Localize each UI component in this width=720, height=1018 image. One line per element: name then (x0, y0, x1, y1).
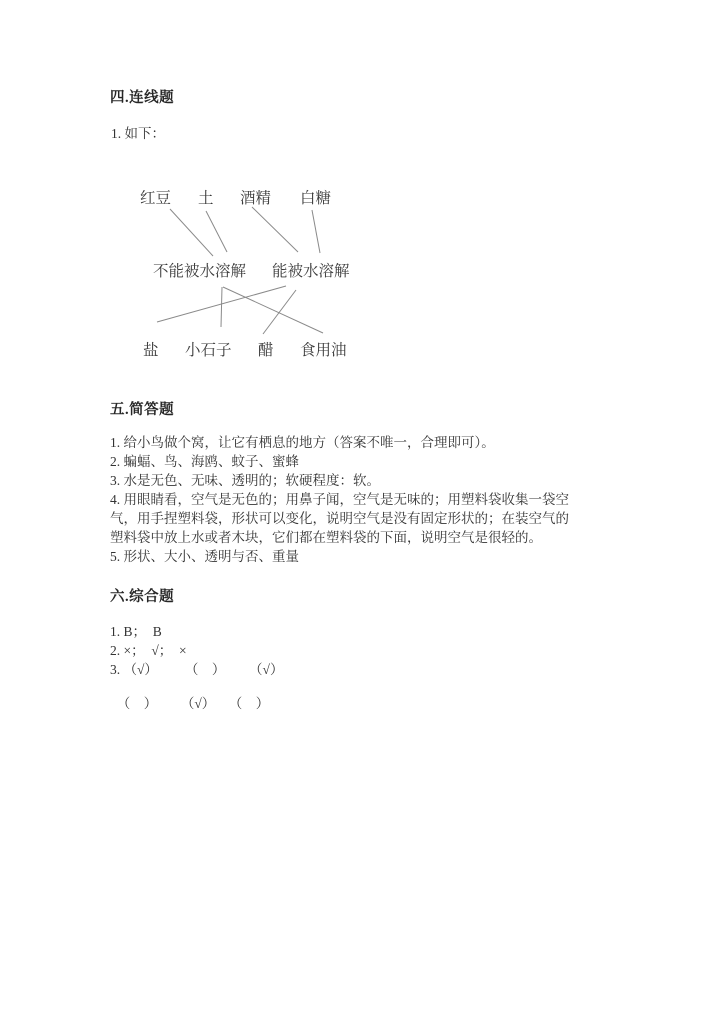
answer-line: 1. 给小鸟做个窝，让它有栖息的地方（答案不唯一，合理即可）。 (110, 435, 495, 450)
match-item-red-bean: 红豆 (140, 190, 172, 207)
section-comprehensive-title: 六.综合题 (110, 589, 175, 605)
answer-line: 2. ×； √； × (110, 643, 187, 658)
answer-line: 3. 水是无色、无味、透明的；软硬程度：软。 (110, 473, 380, 488)
comprehensive-answer-block (110, 622, 283, 713)
answer-line: 3. （√） （ ） （√） (110, 662, 284, 677)
match-item-soluble-in-water: 能被水溶解 (272, 263, 350, 280)
match-item-cooking-oil: 食用油 (300, 342, 347, 359)
matching-diagram (0, 175, 420, 367)
match-item-insoluble-in-water: 不能被水溶解 (153, 263, 247, 280)
answer-line: 塑料袋中放上水或者木块，它们都在塑料袋的下面，说明空气是很轻的。 (110, 530, 542, 545)
section-short-answer-title: 五.简答题 (110, 402, 175, 418)
answer-line: 1. B； B (110, 624, 162, 639)
match-line-white-sugar--soluble-in-water (312, 210, 320, 253)
match-line-soluble-in-water--vinegar (263, 290, 296, 334)
match-item-pebble: 小石子 (185, 342, 232, 359)
match-line-alcohol--soluble-in-water (252, 207, 298, 252)
answer-line: 5. 形状、大小、透明与否、重量 (110, 549, 299, 564)
match-line-soil--insoluble-in-water (206, 211, 227, 252)
answer-line: 4. 用眼睛看，空气是无色的；用鼻子闻，空气是无味的；用塑料袋收集一袋空 (110, 492, 569, 507)
answer-line: （ ） （√） （ ） (110, 696, 270, 711)
short-answer-block (110, 433, 569, 566)
match-item-vinegar: 醋 (258, 342, 274, 359)
match-line-insoluble-in-water--pebble (221, 287, 222, 327)
answer-line: 2. 蝙蝠、鸟、海鸥、蚊子、蜜蜂 (110, 454, 299, 469)
section-matching-title: 四.连线题 (110, 90, 175, 106)
match-line-red-bean--insoluble-in-water (170, 209, 213, 256)
match-item-soil: 土 (198, 190, 214, 207)
match-item-alcohol: 酒精 (240, 190, 272, 207)
match-item-salt: 盐 (143, 342, 159, 359)
match-item-white-sugar: 白糖 (300, 190, 332, 207)
match-line-insoluble-in-water--cooking-oil (223, 287, 323, 333)
answer-line: 气，用手捏塑料袋，形状可以变化，说明空气是没有固定形状的；在装空气的 (110, 511, 569, 526)
matching-question-label: 1. 如下： (111, 126, 165, 141)
